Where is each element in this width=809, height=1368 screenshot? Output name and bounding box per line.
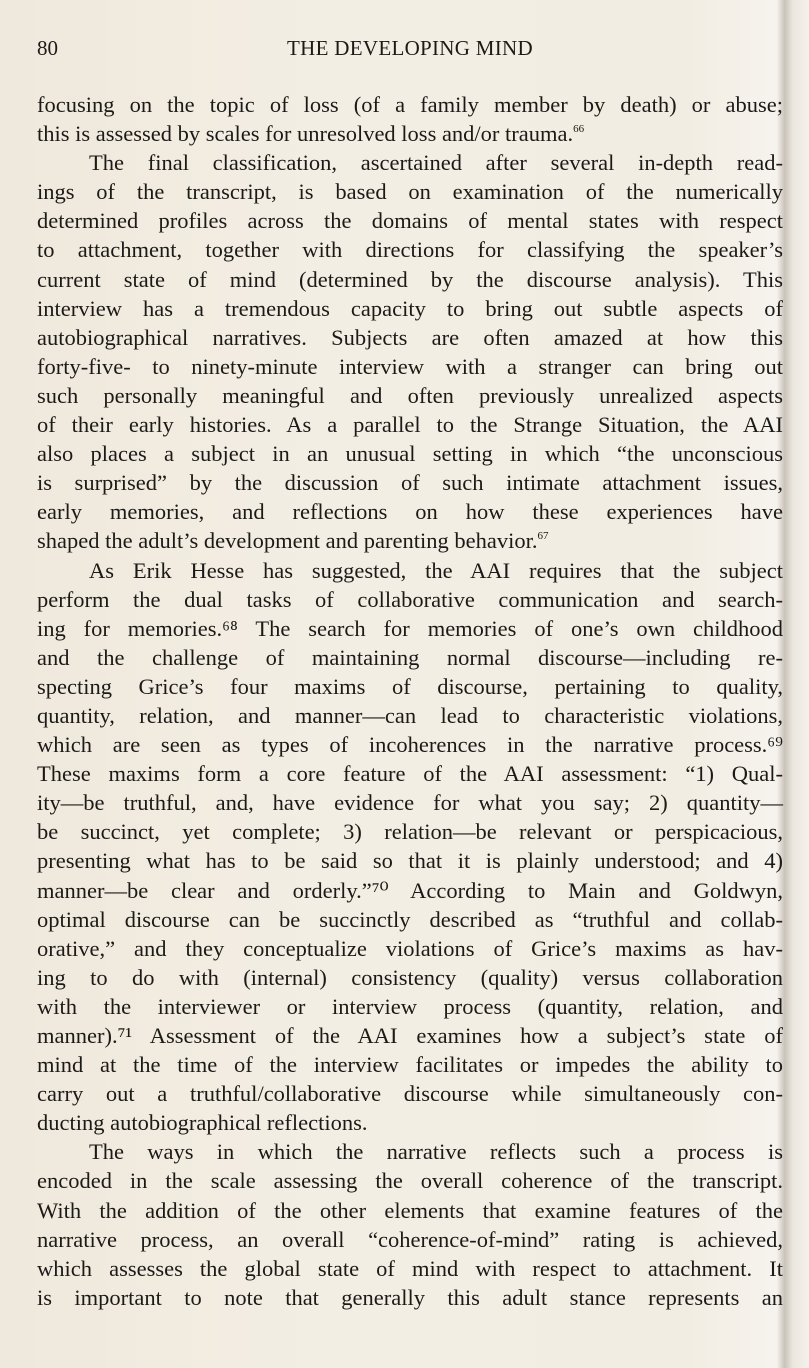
text-line <box>37 439 783 468</box>
line-text: determined profiles across the domains of mental states with respect <box>37 208 783 234</box>
text-line <box>37 876 783 905</box>
text-line <box>37 497 783 526</box>
body-text <box>37 90 783 1312</box>
line-text: ducting autobiographical reflections. <box>37 1110 368 1136</box>
line-text: this is assessed by scales for unresolved loss and/or trauma. <box>37 121 574 147</box>
text-line <box>37 1166 783 1195</box>
text-line <box>37 934 783 963</box>
line-text: also places a subject in an unusual setting in which “the unconscious <box>37 441 783 467</box>
text-line <box>37 614 783 643</box>
line-text: to attachment, together with directions for classifying the speaker’s <box>37 237 783 263</box>
line-text: which are seen as types of incoherences in the narrative process.⁶⁹ <box>37 732 783 758</box>
page-number: 80 <box>37 36 58 60</box>
line-text: forty-five- to ninety-minute interview with a stranger can bring out <box>37 353 783 379</box>
text-line <box>37 643 783 672</box>
line-text: focusing on the topic of loss (of a family member by death) or abuse; <box>37 92 783 117</box>
text-line <box>37 585 783 614</box>
text-line <box>37 846 783 875</box>
text-line <box>37 1050 783 1079</box>
line-text: is important to note that generally this adult stance represents an <box>37 1284 783 1310</box>
line-text: which assesses the global state of mind with respect to attachment. It <box>37 1255 783 1281</box>
line-text: These maxims form a core feature of the AAI assessment: “1) Qual- <box>37 761 783 787</box>
line-text: narrative process, an overall “coherence-of-mind” rating is achieved, <box>37 1226 783 1252</box>
line-text: specting Grice’s four maxims of discourse, pertaining to quality, <box>37 673 783 699</box>
text-line <box>37 265 783 294</box>
running-head <box>37 34 783 62</box>
text-line <box>37 90 783 119</box>
line-text: orative,” and they conceptualize violations of Grice’s maxims as hav- <box>37 935 783 961</box>
running-title: THE DEVELOPING MIND <box>286 36 533 60</box>
text-line <box>37 905 783 934</box>
text-line <box>37 526 783 555</box>
line-text: optimal discourse can be succinctly described as “truthful and collab- <box>37 906 783 932</box>
line-text: early memories, and reflections on how these experiences have <box>37 499 783 525</box>
text-line <box>37 177 783 206</box>
line-text: be succinct, yet complete; 3) relation—be relevant or perspicacious, <box>37 819 783 845</box>
line-text: With the addition of the other elements that examine features of the <box>37 1197 783 1223</box>
line-text: encoded in the scale assessing the overall coherence of the transcript. <box>37 1168 783 1194</box>
text-line <box>37 381 783 410</box>
text-line <box>37 1283 783 1312</box>
text-line <box>37 1225 783 1254</box>
paragraph-first-line <box>37 1137 783 1166</box>
line-text: manner).⁷¹ Assessment of the AAI examines how a subject’s state of <box>37 1023 783 1048</box>
footnote-marker: 66 <box>573 123 585 136</box>
text-line <box>37 323 783 352</box>
text-line <box>37 206 783 235</box>
line-text: autobiographical narratives. Subjects are often amazed at how this <box>37 324 783 350</box>
line-text: presenting what has to be said so that it is plainly understood; and 4) <box>37 848 783 874</box>
line-text: carry out a truthful/collaborative discourse while simultaneously con- <box>37 1081 783 1107</box>
line-text: ity—be truthful, and, have evidence for what you say; 2) quantity— <box>37 790 783 816</box>
line-text: The final classification, ascertained after several in-depth read- <box>89 150 783 176</box>
line-text: ing to do with (internal) consistency (quality) versus collaboration <box>37 964 783 990</box>
text-line <box>37 1196 783 1225</box>
text-line <box>37 119 783 148</box>
line-text: The ways in which the narrative reflects such a process is <box>89 1139 783 1165</box>
footnote-marker: 67 <box>537 530 549 543</box>
line-text: is surprised” by the discussion of such intimate attachment issues, <box>37 470 783 496</box>
text-line <box>37 1254 783 1283</box>
text-line <box>37 235 783 264</box>
line-text: and the challenge of maintaining normal discourse—including re- <box>37 644 783 670</box>
text-line <box>37 672 783 701</box>
text-line <box>37 352 783 381</box>
line-text: current state of mind (determined by the discourse analysis). This <box>37 266 783 292</box>
text-line <box>37 468 783 497</box>
text-line <box>37 759 783 788</box>
line-text: ing for memories.⁶⁸ The search for memories of one’s own childhood <box>37 615 783 641</box>
text-line <box>37 410 783 439</box>
paragraph-first-line <box>37 556 783 585</box>
line-text: perform the dual tasks of collaborative communication and search- <box>37 586 783 612</box>
line-text: interview has a tremendous capacity to bring out subtle aspects of <box>37 295 783 321</box>
text-line <box>37 788 783 817</box>
line-text: with the interviewer or interview process (quantity, relation, and <box>37 993 783 1019</box>
text-line <box>37 1079 783 1108</box>
paragraph-first-line <box>37 148 783 177</box>
text-line <box>37 294 783 323</box>
text-line <box>37 701 783 730</box>
line-text: mind at the time of the interview facilitates or impedes the ability to <box>37 1052 783 1078</box>
line-text: As Erik Hesse has suggested, the AAI requires that the subject <box>89 557 783 583</box>
line-text: quantity, relation, and manner—can lead to characteristic violations, <box>37 702 783 728</box>
line-text: shaped the adult’s development and parenting behavior. <box>37 528 538 554</box>
text-line <box>37 817 783 846</box>
text-line <box>37 992 783 1021</box>
line-text: such personally meaningful and often previously unrealized aspects <box>37 382 783 408</box>
text-line <box>37 1021 783 1050</box>
text-line <box>37 730 783 759</box>
line-text: manner—be clear and orderly.”⁷⁰ According to Main and Goldwyn, <box>37 877 783 903</box>
text-line <box>37 963 783 992</box>
text-line <box>37 1108 783 1137</box>
line-text: of their early histories. As a parallel to the Strange Situation, the AAI <box>37 412 783 438</box>
line-text: ings of the transcript, is based on examination of the numerically <box>37 179 783 205</box>
